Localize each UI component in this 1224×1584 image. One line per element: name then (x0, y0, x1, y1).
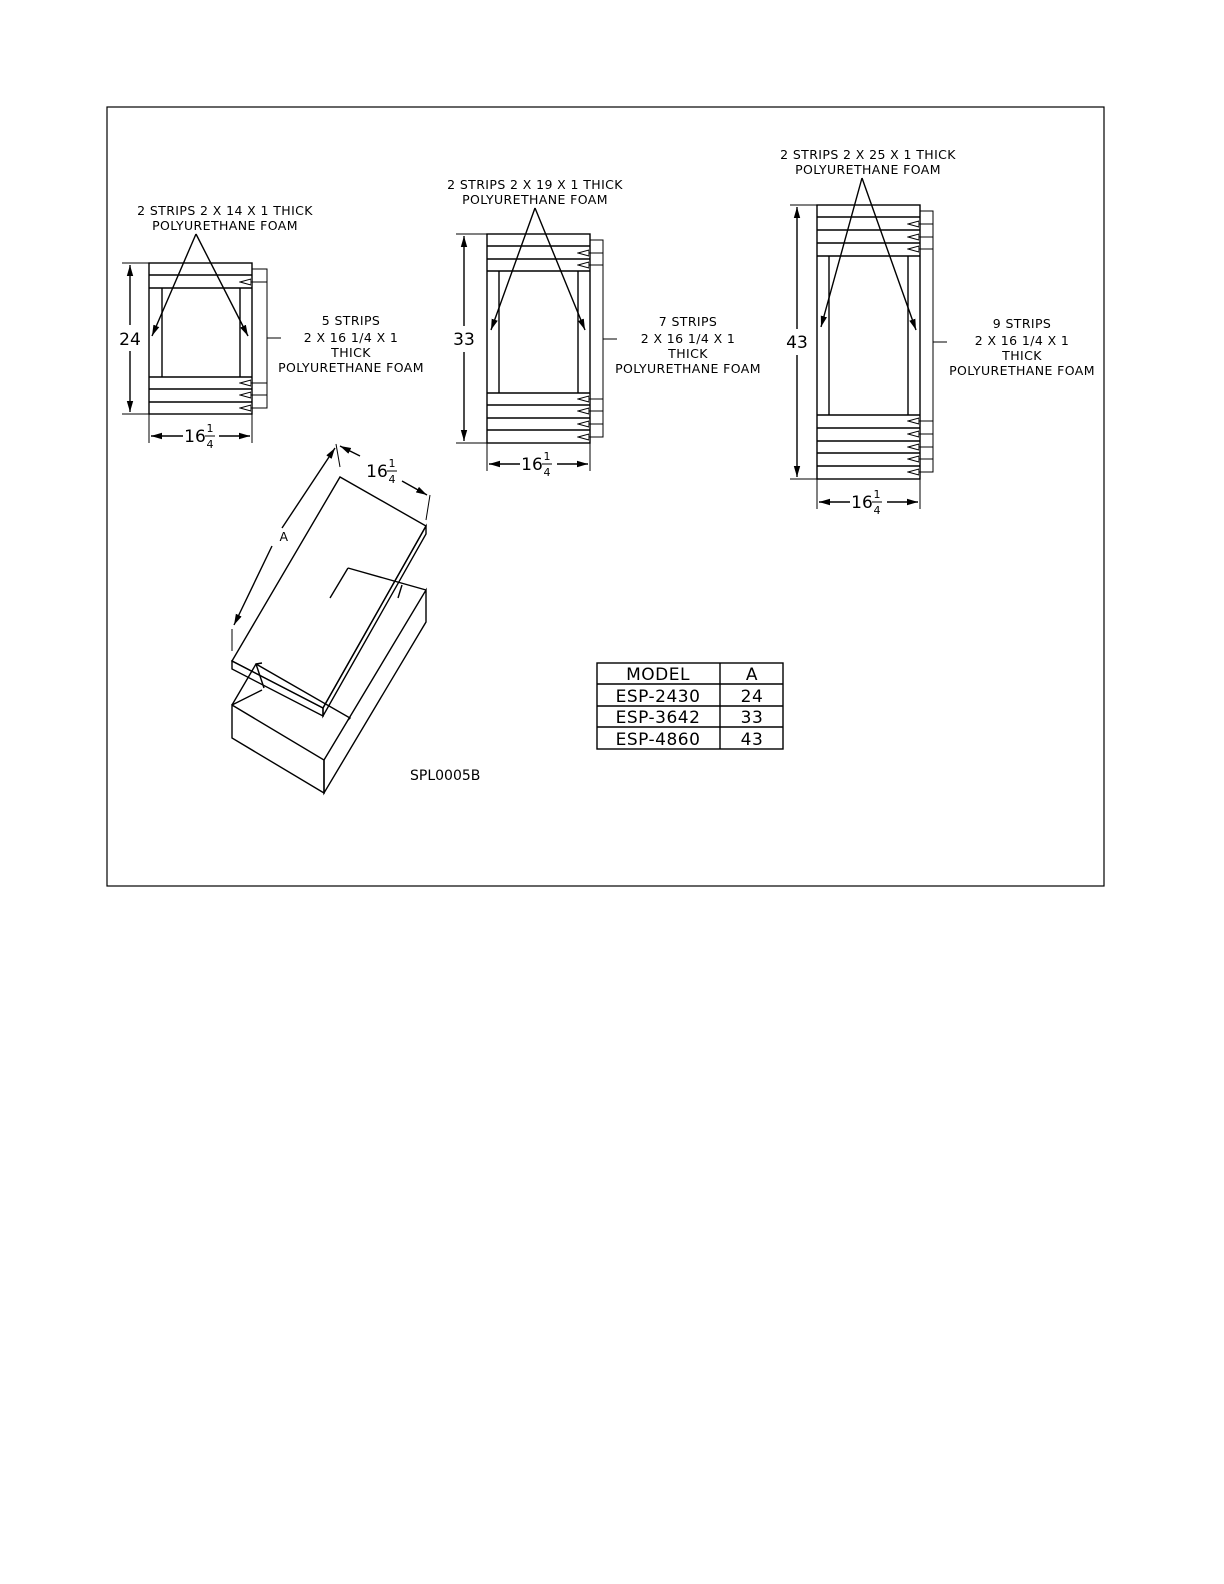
small-width-whole: 16 (184, 427, 206, 447)
medium-side-note-line3: THICK (668, 346, 708, 361)
iso-width-whole: 16 (366, 462, 388, 482)
large-side-note-line2: 2 X 16 1/4 X 1 (974, 333, 1070, 348)
table-header-a: A (745, 665, 759, 685)
large-frame-outline (817, 205, 920, 479)
table-cell-model: ESP-4860 (615, 730, 701, 750)
large-width-den: 4 (873, 504, 881, 517)
table-cell-a: 43 (740, 730, 764, 750)
medium-top-note-line1: 2 STRIPS 2 X 19 X 1 THICK (447, 177, 623, 192)
medium-top-note-line2: POLYURETHANE FOAM (462, 192, 608, 207)
medium-width-den: 4 (543, 466, 551, 479)
small-width-num: 1 (206, 422, 214, 435)
large-side-note-line4: POLYURETHANE FOAM (949, 363, 1095, 378)
medium-side-note-line1: 7 STRIPS (658, 314, 718, 329)
large-side-note-line1: 9 STRIPS (992, 316, 1052, 331)
model-table (597, 663, 783, 750)
small-side-note-line2: 2 X 16 1/4 X 1 (303, 330, 399, 345)
large-height-dim: 43 (786, 333, 808, 353)
small-top-note-line1: 2 STRIPS 2 X 14 X 1 THICK (137, 203, 313, 218)
small-side-note-line1: 5 STRIPS (321, 313, 381, 328)
large-width-whole: 16 (851, 493, 873, 513)
medium-side-note-line4: POLYURETHANE FOAM (615, 361, 761, 376)
table-cell-model: ESP-2430 (615, 687, 701, 707)
medium-side-note-line2: 2 X 16 1/4 X 1 (640, 331, 736, 346)
small-side-note-line4: POLYURETHANE FOAM (278, 360, 424, 375)
medium-width-num: 1 (543, 450, 551, 463)
large-side-note-line3: THICK (1002, 348, 1042, 363)
iso-length-label: A (279, 529, 289, 544)
large-top-note-line1: 2 STRIPS 2 X 25 X 1 THICK (780, 147, 956, 162)
table-cell-model: ESP-3642 (615, 708, 701, 728)
table-cell-a: 33 (740, 708, 764, 728)
drawing-code: SPL0005B (410, 768, 481, 784)
medium-width-whole: 16 (521, 455, 543, 475)
large-top-note-line2: POLYURETHANE FOAM (795, 162, 941, 177)
small-view (119, 203, 424, 451)
large-view (780, 147, 1095, 517)
iso-width-den: 4 (388, 473, 396, 486)
small-frame-outline (149, 263, 252, 414)
medium-frame-outline (487, 234, 590, 443)
small-width-den: 4 (206, 438, 214, 451)
table-cell-a: 24 (740, 687, 764, 707)
table-header-model: MODEL (626, 665, 690, 685)
iso-width-num: 1 (388, 457, 396, 470)
medium-view (447, 177, 761, 479)
small-height-dim: 24 (119, 330, 141, 350)
large-width-num: 1 (873, 488, 881, 501)
medium-height-dim: 33 (453, 330, 475, 350)
isometric-box (232, 444, 430, 793)
small-side-note-line3: THICK (331, 345, 371, 360)
small-top-note-line2: POLYURETHANE FOAM (152, 218, 298, 233)
